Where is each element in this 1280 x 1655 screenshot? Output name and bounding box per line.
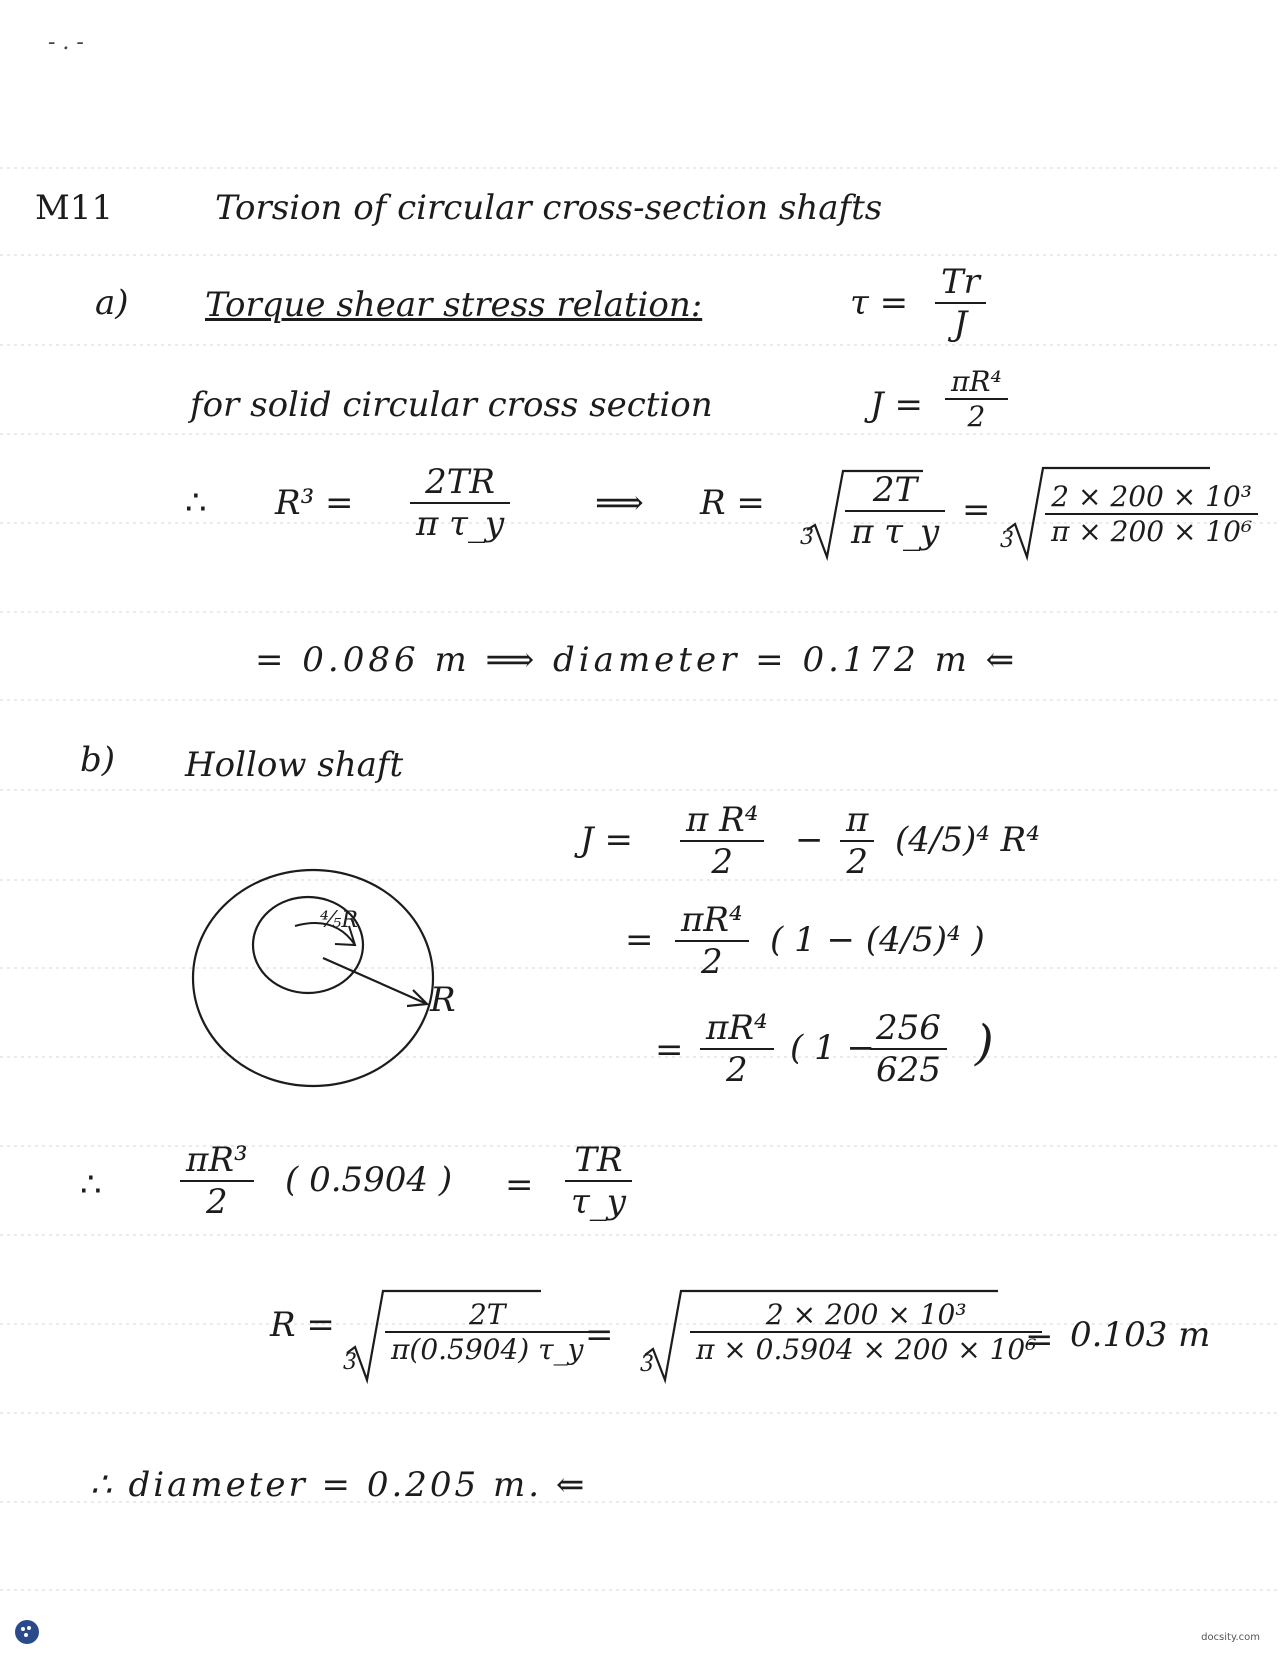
solid-label: for solid circular cross section [190,385,713,425]
outer-radius-label: R [430,980,456,1020]
J-line2-rest: ( 1 − (4/5)⁴ ) [770,920,985,960]
eq1-fraction [180,1140,254,1222]
eq1-rnum: TR [565,1140,632,1182]
J-term1-fraction [680,800,764,882]
R-lhs-a: R = [700,483,765,523]
J-term1-den: 2 [711,842,734,882]
final-line: ∴ diameter = 0.205 m. ⇐ [90,1465,588,1505]
J-term2-den: 2 [846,842,868,882]
hollow-shaft-diagram [185,860,455,1100]
heading-code: M11 [35,188,114,228]
J-line3-inner-fraction [870,1008,947,1090]
outer-circle [193,870,433,1086]
R-root-num-b: 2T [385,1298,589,1333]
eq1-rden: τ_y [571,1182,627,1222]
J-fraction [945,365,1008,433]
eq-a: = [962,490,991,530]
part-a-label: a) [95,283,129,323]
heading-title: Torsion of circular cross-section shafts [215,188,883,228]
R-value-fraction-a [1045,480,1258,548]
R-result-b: 0.103 m [1070,1315,1211,1355]
J-line2-fraction [675,900,749,982]
outer-arrowhead [407,990,427,1006]
R-lhs-b: R = [270,1305,335,1345]
J-line3-open: ( 1 − [790,1028,875,1068]
relation-label: Torque shear stress relation: [205,285,703,325]
R3-den: π τ_y [416,504,505,544]
J-term2-num: π [840,800,874,842]
J-line2-eq: = [625,920,654,960]
R-root-den-b: π(0.5904) τ_y [391,1333,584,1366]
eq1-paren: ( 0.5904 ) [285,1160,453,1200]
J-term2-fraction [840,800,874,882]
R3-lhs: R³ = [275,483,354,523]
inner-radius-label: ⁴⁄₅R [320,908,358,933]
J-line3-fden: 625 [876,1050,941,1090]
R-root-fraction-a [845,470,945,552]
relation-num: Tr [935,262,986,304]
J-lhs-b: J = [580,820,633,860]
R-val-den-a: π × 200 × 10⁶ [1051,515,1253,548]
result-line-a: = 0.086 m ⟹ diameter = 0.172 m ⇐ [255,640,1019,680]
J-line3-den: 2 [725,1050,748,1090]
cbrt-index-a2: 3 [1000,528,1014,553]
J-line3-fraction [700,1008,774,1090]
eq1-num: πR³ [180,1140,254,1182]
corner-marks: - . - [48,30,84,55]
R-value-fraction-b [690,1298,1042,1366]
eq1-right-fraction [565,1140,632,1222]
relation-lhs: τ = [850,283,909,323]
implies-symbol: ⟹ [595,483,644,523]
therefore-a: ∴ [185,483,207,523]
therefore-b: ∴ [80,1165,102,1205]
J-den: 2 [967,400,986,433]
relation-fraction [935,262,986,344]
J-line3-eq: = [655,1030,684,1070]
J-line3-close: ) [975,1015,994,1071]
eq1-den: 2 [205,1182,228,1222]
cbrt-index-a1: 3 [800,525,814,550]
J-term2-rest: (4/5)⁴ R⁴ [895,820,1040,860]
part-b-title: Hollow shaft [185,745,404,785]
J-line3-num: πR⁴ [700,1008,774,1050]
J-num: πR⁴ [945,365,1008,400]
cbrt-index-b2: 3 [640,1352,654,1377]
R-val-num-a: 2 × 200 × 10³ [1045,480,1258,515]
R-val-num-b: 2 × 200 × 10³ [690,1298,1042,1333]
outer-radius-line [323,958,427,1004]
docsity-logo-icon [14,1619,40,1645]
J-line2-den: 2 [700,942,723,982]
R3-fraction [410,462,510,544]
R-root-num-a: 2T [845,470,945,512]
R-root-den-a: π τ_y [851,512,940,552]
J-term1-num: π R⁴ [680,800,764,842]
footer-source: docsity.com [1201,1632,1260,1643]
part-b-label: b) [80,740,116,780]
eq1-eq: = [505,1165,534,1205]
J-line3-fnum: 256 [870,1008,947,1050]
J-lhs: J = [870,385,923,425]
J-line2-num: πR⁴ [675,900,749,942]
R-val-den-b: π × 0.5904 × 200 × 10⁶ [696,1333,1037,1366]
minus-sign: − [795,820,824,860]
relation-den: J [953,304,968,344]
eq3: = [1025,1320,1054,1360]
R3-num: 2TR [410,462,510,504]
eq2: = [585,1315,614,1355]
cbrt-index-b1: 3 [343,1350,357,1375]
R-root-fraction-b [385,1298,589,1366]
